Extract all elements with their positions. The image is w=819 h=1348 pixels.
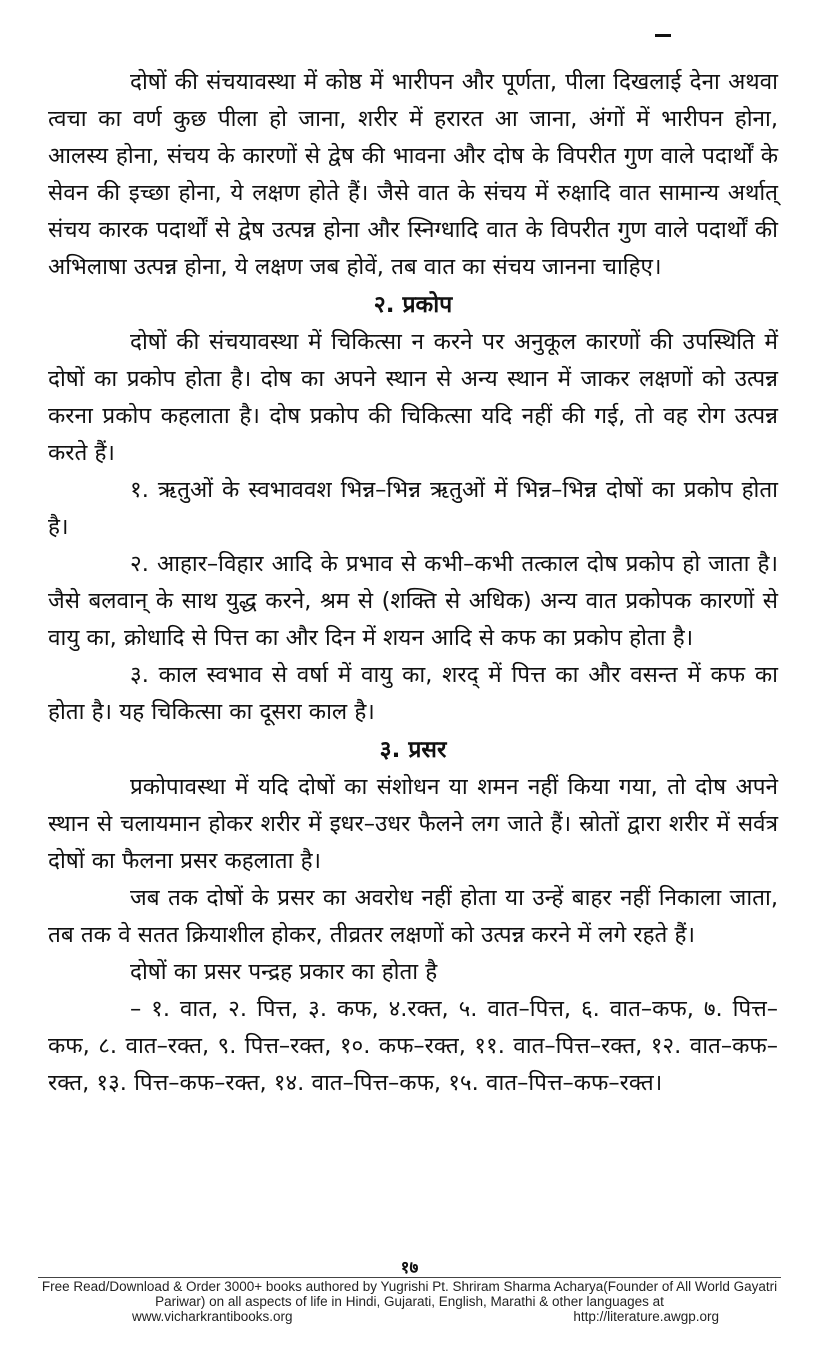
- paragraph-prakop-2: २. आहार–विहार आदि के प्रभाव से कभी–कभी तत्काल दोष प्रकोप हो जाता है। जैसे बलवान् के साथ युद्ध करने, श्रम से (शक्ति से अधिक) अन्य वात प्रकोपक कारणों से वायु का, क्रोधादि से पित्त का और दिन में शयन आदि से कफ का प्रकोप होता है।: [48, 551, 778, 651]
- paragraph-sanchay: दोषों की संचयावस्था में कोष्ठ में भारीपन और पूर्णता, पीला दिखलाई देना अथवा त्वचा का वर्ण कुछ पीला हो जाना, शरीर में हरारत आ जाना, अंगों में भारीपन होना, आलस्य होना, संचय के कारणों से द्वेष की भावना और दोष के विपरीत गुण वाले पदार्थों के सेवन की इच्छा होना, ये लक्षण होते हैं। जैसे वात के संचय में रुक्षादि वात सामान्य अर्थात् संचय कारक पदार्थों से द्वेष उत्पन्न होना और स्निग्धादि वात के विपरीत गुण वाले पदार्थों की अभिलाषा उत्पन्न होना, ये लक्षण जब होवें, तब वात का संचय जानना चाहिए।: [48, 69, 778, 280]
- paragraph-prasar-intro: प्रकोपावस्था में यदि दोषों का संशोधन या शमन नहीं किया गया, तो दोष अपने स्थान से चलायमान होकर शरीर में इधर–उधर फैलने लग जाते हैं। स्रोतों द्वारा शरीर में सर्वत्र दोषों का फैलना प्रसर कहलाता है।: [48, 774, 778, 874]
- heading-prakop: २. प्रकोप: [373, 292, 453, 318]
- footer: [38, 1279, 781, 1324]
- page-mark: [655, 34, 671, 37]
- footer-text: Free Read/Download & Order 3000+ books authored by Yugrishi Pt. Shriram Sharma Acharya(Founder of All World Gayatri Pariwar) on all aspects of life in Hindi, Gujarati, English, Marathi & other languages at: [41, 1279, 778, 1309]
- page-body: [48, 64, 778, 1102]
- footer-link-vicharkranti[interactable]: www.vicharkrantibooks.org: [132, 1309, 293, 1324]
- paragraph-prakop-3: ३. काल स्वभाव से वर्षा में वायु का, शरद् में पित्त का और वसन्त में कफ का होता है। यह चिकित्सा का दूसरा काल है।: [48, 662, 778, 725]
- page-number: १७: [400, 1258, 419, 1278]
- paragraph-prasar-types-intro: दोषों का प्रसर पन्द्रह प्रकार का होता है: [130, 959, 438, 985]
- paragraph-prasar-avarodh: जब तक दोषों के प्रसर का अवरोध नहीं होता या उन्हें बाहर नहीं निकाला जाता, तब तक वे सतत क्रियाशील होकर, तीव्रतर लक्षणों को उत्पन्न करने में लगे रहते हैं।: [48, 885, 778, 948]
- paragraph-prasar-types-list: – १. वात, २. पित्त, ३. कफ, ४.रक्त, ५. वात–पित्त, ६. वात–कफ, ७. पित्त–कफ, ८. वात–रक्त, ९. पित्त–रक्त, १०. कफ–रक्त, ११. वात–पित्त–रक्त, १२. वात–कफ–रक्त, १३. पित्त–कफ–रक्त, १४. वात–पित्त–कफ, १५. वात–पित्त–कफ–रक्त।: [48, 996, 778, 1096]
- footer-link-awgp[interactable]: http://literature.awgp.org: [573, 1309, 719, 1324]
- heading-prasar: ३. प्रसर: [379, 737, 447, 763]
- paragraph-prakop-1: १. ऋतुओं के स्वभाववश भिन्न–भिन्न ऋतुओं में भिन्न–भिन्न दोषों का प्रकोप होता है।: [48, 477, 778, 540]
- footer-divider: [38, 1277, 781, 1278]
- paragraph-prakop-intro: दोषों की संचयावस्था में चिकित्सा न करने पर अनुकूल कारणों की उपस्थिति में दोषों का प्रकोप होता है। दोष का अपने स्थान से अन्य स्थान में जाकर लक्षणों को उत्पन्न करना प्रकोप कहलाता है। दोष प्रकोप की चिकित्सा यदि नहीं की गई, तो वह रोग उत्पन्न करते हैं।: [48, 329, 778, 466]
- footer-links: [38, 1309, 781, 1324]
